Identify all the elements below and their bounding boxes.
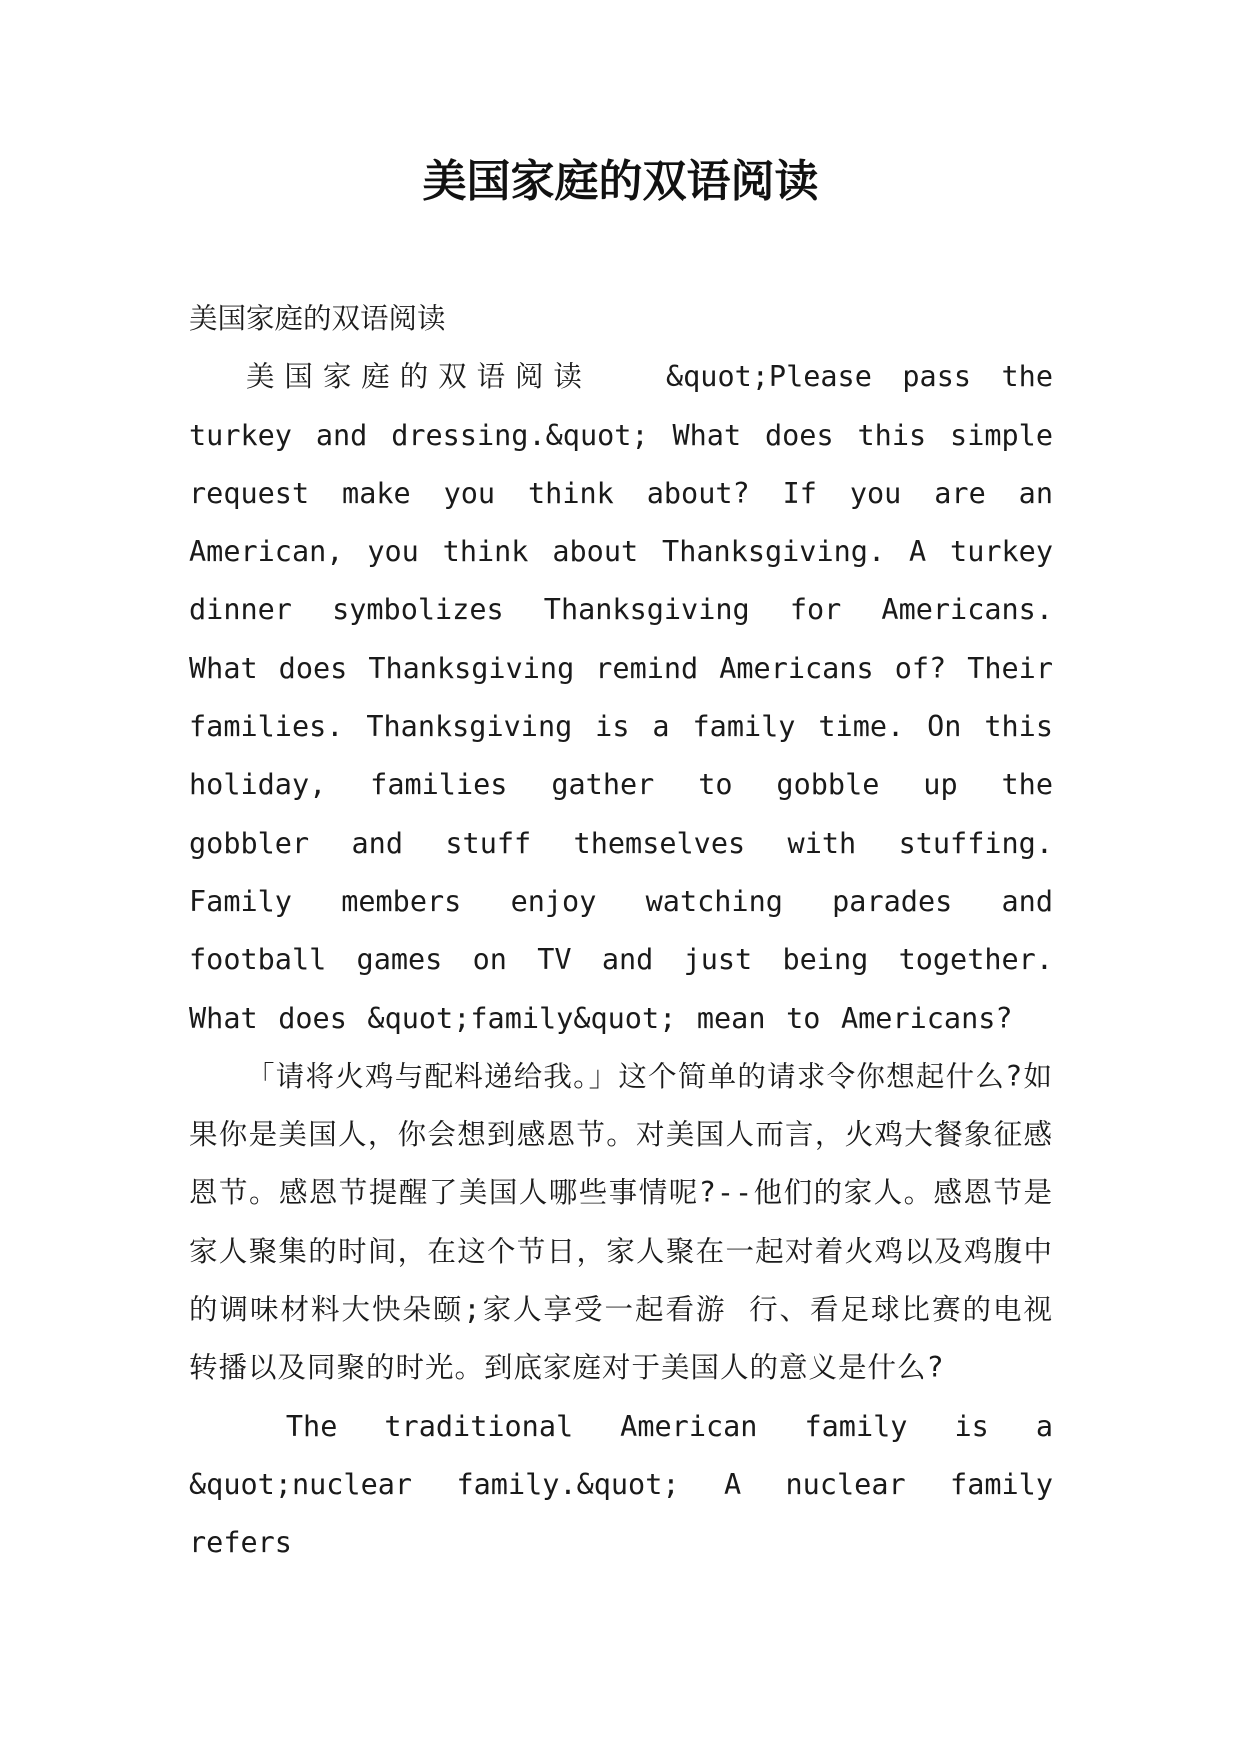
paragraph-english-intro: [189, 348, 1053, 1048]
document-subtitle: 美国家庭的双语阅读: [189, 302, 446, 335]
paragraph-text: &quot;Please pass the turkey and dressing.&quot; What does this simple request make you think about? If you are an American, you think about Thanksgiving. A turkey dinner symbolizes Thanksgiving for Americans. What does Thanksgiving remind Americans of? Their families. Thanksgiving is a family time. On this holiday, families gather to gobble up the gobbler and stuff themselves with stuffing. Family members enjoy watching parades and football games on TV and just being together. What does &quot;family&quot; mean to Americans?: [189, 360, 1053, 1035]
paragraph-chinese-translation: 「请将火鸡与配料递给我。」这个简单的请求令你想起什么?如果你是美国人，你会想到感恩节。对美国人而言，火鸡大餐象征感恩节。感恩节提醒了美国人哪些事情呢?--他们的家人。感恩节是家人聚集的时间，在这个节日，家人聚在一起对着火鸡以及鸡腹中的调味材料大快朵颐;家人享受一起看游 行、看足球比赛的电视转播以及同聚的时光。到底家庭对于美国人的意义是什么?: [189, 1059, 1053, 1385]
paragraph-english-nuclear-family: The traditional American family is a &quot;nuclear family.&quot; A nuclear family refers: [189, 1409, 1053, 1560]
document-body: [189, 290, 1053, 1573]
document-title: 美国家庭的双语阅读: [422, 156, 819, 207]
paragraph-lead: 美国家庭的双语阅读: [246, 360, 592, 394]
